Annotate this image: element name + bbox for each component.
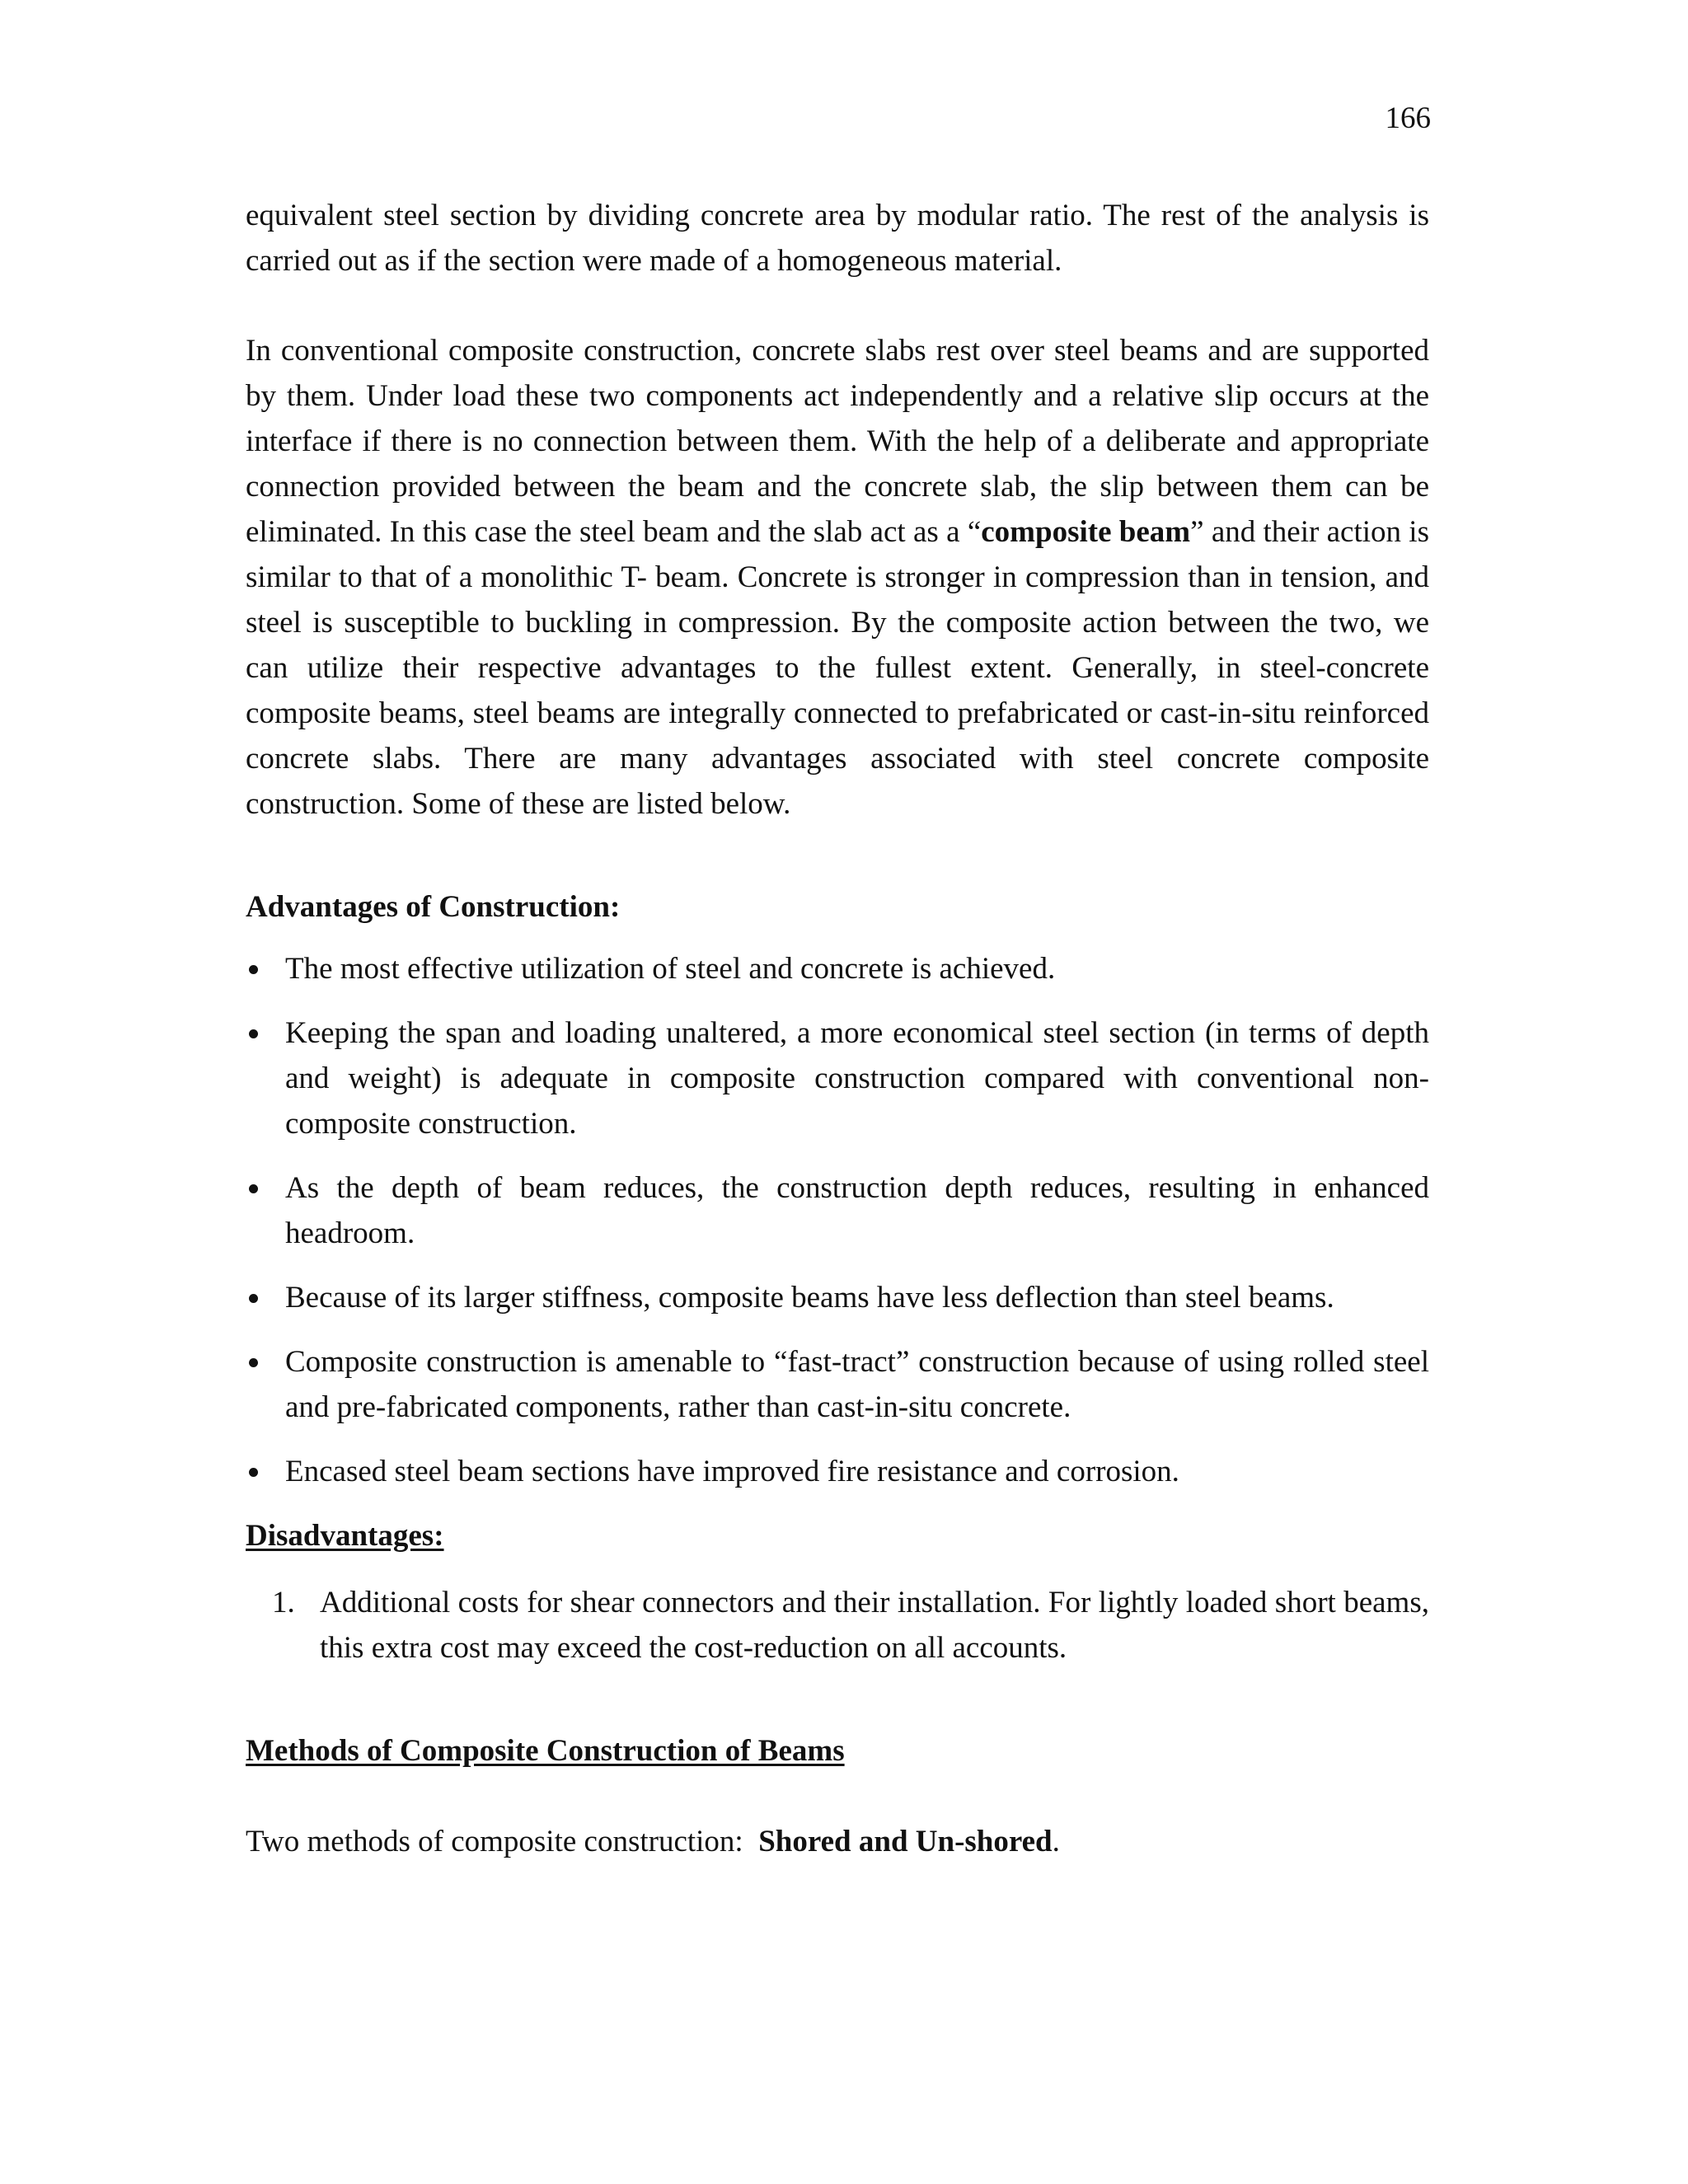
list-item-text: Because of its larger stiffness, composite beams have less deflection than steel beams. xyxy=(285,1281,1334,1315)
list-item xyxy=(246,1580,1429,1671)
list-item xyxy=(246,1275,1429,1320)
paragraph-text-before: In conventional composite construction, concrete slabs rest over steel beams and are supported by them. Under load these two components act independently and a relative slip occurs at the interface if there is no connection between them. With the help of a deliberate and appropriate connection provided between the beam and the concrete slab, the slip between them can be eliminated. In this case the steel beam and the slab act as a “ xyxy=(246,334,1429,549)
composite-beam-term: composite beam xyxy=(981,515,1191,549)
bullet-icon xyxy=(249,1468,258,1477)
list-item-text: The most effective utilization of steel and concrete is achieved. xyxy=(285,952,1056,986)
list-item xyxy=(246,1449,1429,1494)
list-item-text: Keeping the span and loading unaltered, a more economical steel section (in terms of depth and weight) is adequate in composite construction compared with conventional non-composite construction. xyxy=(285,1016,1429,1141)
paragraph-composite-construction xyxy=(246,328,1429,827)
list-item-text: As the depth of beam reduces, the construction depth reduces, resulting in enhanced headroom. xyxy=(285,1171,1429,1250)
bullet-icon xyxy=(249,1029,258,1038)
list-item-text: Encased steel beam sections have improved fire resistance and corrosion. xyxy=(285,1455,1179,1488)
methods-line-end: . xyxy=(1052,1825,1060,1858)
list-item-number: 1. xyxy=(272,1586,295,1619)
paragraph-text-after: ” and their action is similar to that of a monolithic T- beam. Concrete is stronger in compression than in tension, and steel is susceptible to buckling in compression. By the composite action between the two, we can utilize their respective advantages to the fullest extent. Generally, in steel-concrete composite beams, steel beams are integrally connected to prefabricated or cast-in-situ reinforced concrete slabs. There are many advantages associated with steel concrete composite construction. Some of these are listed below. xyxy=(246,515,1429,821)
paragraph-intro: equivalent steel section by dividing concrete area by modular ratio. The rest of the analysis is carried out as if the section were made of a homogeneous material. xyxy=(246,199,1429,278)
advantages-heading: Advantages of Construction: xyxy=(246,890,621,924)
list-item-text: Composite construction is amenable to “fast-tract” construction because of using rolled steel and pre-fabricated components, rather than cast-in-situ concrete. xyxy=(285,1345,1429,1424)
methods-names: Shored and Un-shored xyxy=(758,1825,1053,1858)
bullet-icon xyxy=(249,1358,258,1367)
list-item xyxy=(246,1339,1429,1430)
list-item xyxy=(246,1165,1429,1256)
methods-heading: Methods of Composite Construction of Beams xyxy=(246,1734,845,1768)
bullet-icon xyxy=(249,1184,258,1193)
list-item xyxy=(246,946,1429,991)
disadvantages-list xyxy=(246,1580,1429,1671)
disadvantages-heading: Disadvantages: xyxy=(246,1519,444,1553)
methods-line xyxy=(246,1819,1429,1864)
bullet-icon xyxy=(249,965,258,974)
document-body xyxy=(246,193,1429,1895)
page-number: 166 xyxy=(1385,101,1431,135)
list-item xyxy=(246,1010,1429,1146)
list-item-text: Additional costs for shear connectors and their installation. For lightly loaded short beams, this extra cost may exceed the cost-reduction on all accounts. xyxy=(320,1586,1429,1665)
methods-line-text: Two methods of composite construction: xyxy=(246,1825,759,1858)
advantages-list xyxy=(246,946,1429,1494)
bullet-icon xyxy=(249,1294,258,1303)
